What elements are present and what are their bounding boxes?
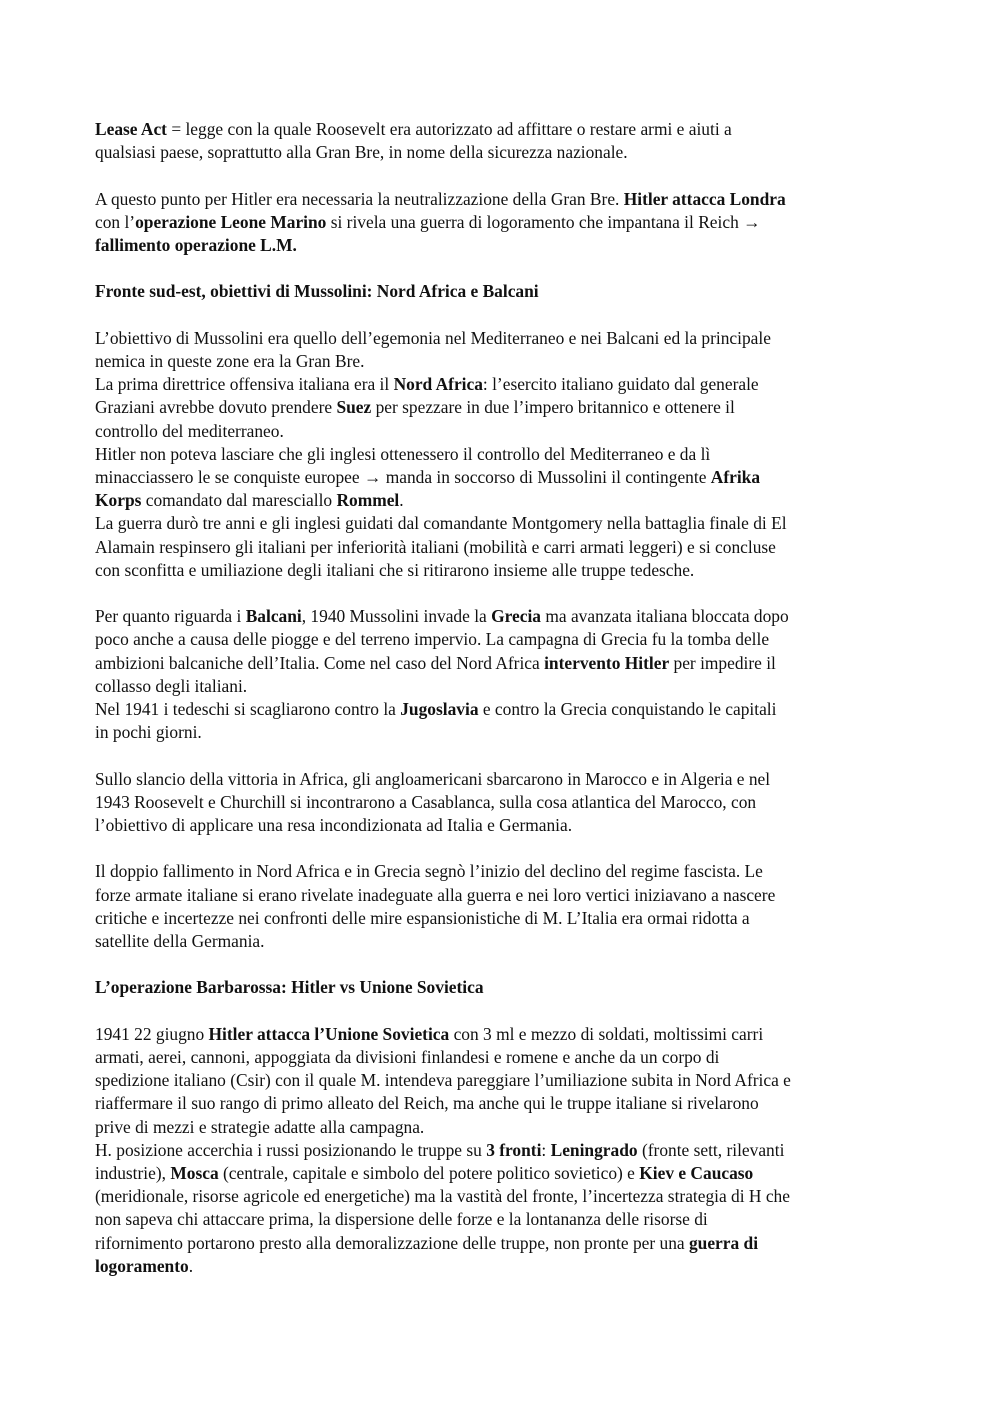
bold-text: Balcani	[245, 606, 302, 627]
text-run: (fronte sett, rilevanti	[637, 1139, 785, 1160]
text-line	[95, 536, 915, 559]
text-line	[95, 141, 915, 164]
paragraph-spacer	[95, 1000, 915, 1023]
paragraph-spacer	[95, 164, 915, 187]
bold-text: Lease Act	[95, 119, 167, 139]
bold-text: Hitler attacca l’Unione Sovietica	[208, 1023, 450, 1044]
text-line	[95, 350, 915, 373]
text-run: Hitler non poteva lasciare che gli inglesi ottenessero il controllo del Mediterraneo e da lì	[95, 443, 711, 464]
paragraph	[95, 118, 915, 164]
paragraph-spacer	[95, 582, 915, 605]
text-run: controllo del mediterraneo.	[95, 420, 284, 441]
text-run: nemica in queste zone era la Gran Bre.	[95, 350, 365, 371]
text-run: (meridionale, risorse agricole ed energetiche) ma la vastità del fronte, l’incertezza strategia di H che	[95, 1186, 790, 1207]
text-line	[95, 211, 915, 234]
text-run: Alamain respinsero gli italiani per inferiorità italiani (mobilità e carri armati leggeri) e si concluse	[95, 536, 776, 557]
text-run: Sullo slancio della vittoria in Africa, gli angloamericani sbarcarono in Marocco e in Algeria e nel	[95, 768, 771, 789]
text-line	[95, 791, 915, 814]
text-line	[95, 652, 915, 675]
text-line	[95, 1185, 915, 1208]
text-run: La guerra durò tre anni e gli inglesi guidati dal comandante Montgomery nella battaglia finale di El	[95, 513, 787, 534]
document-page	[95, 118, 915, 1278]
section-heading	[95, 280, 915, 303]
text-line	[95, 559, 915, 582]
text-run: H. posizione accerchia i russi posizionando le truppe su	[95, 1139, 487, 1160]
text-line	[95, 327, 915, 350]
text-run: con 3 ml e mezzo di soldati, moltissimi carri	[449, 1023, 764, 1044]
text-line	[95, 907, 915, 930]
text-line	[95, 1046, 915, 1069]
bold-text: Kiev e Caucaso	[639, 1163, 754, 1184]
text-run: e contro la Grecia conquistando le capitali	[478, 699, 777, 720]
bold-text: Leningrado	[550, 1139, 638, 1160]
bold-text: 3 fronti	[486, 1139, 542, 1160]
text-run: .	[399, 490, 404, 511]
paragraph-spacer	[95, 304, 915, 327]
text-run: La prima direttrice offensiva italiana era il	[95, 374, 394, 395]
text-line	[95, 1255, 915, 1278]
text-line	[95, 489, 915, 512]
paragraph	[95, 1023, 915, 1278]
text-line	[95, 280, 915, 303]
text-run: per spezzare in due l’impero britannico e ottenere il	[371, 397, 735, 418]
text-run: spedizione italiano (Csir) con il quale M. intendeva pareggiare l’umiliazione subita in Nord Africa e	[95, 1070, 791, 1091]
text-run: riaffermare il suo rango di primo alleato del Reich, ma anche qui le truppe italiane si rivelarono	[95, 1093, 759, 1114]
paragraph	[95, 188, 915, 258]
text-line	[95, 628, 915, 651]
text-run: Nel 1941 i tedeschi si scagliarono contro la	[95, 699, 401, 720]
text-line	[95, 605, 915, 628]
paragraph	[95, 327, 915, 582]
text-run: 1943 Roosevelt e Churchill si incontrarono a Casablanca, sulla cosa atlantica del Marocco, con	[95, 791, 757, 812]
text-line	[95, 884, 915, 907]
bold-text: Mosca	[170, 1163, 219, 1184]
text-line	[95, 930, 915, 953]
text-run: , 1940 Mussolini invade la	[301, 606, 492, 627]
text-line	[95, 1162, 915, 1185]
text-run: prive di mezzi e strategie adatte alla campagna.	[95, 1116, 425, 1137]
text-line	[95, 860, 915, 883]
text-line	[95, 188, 915, 211]
text-run: L’obiettivo di Mussolini era quello dell’egemonia nel Mediterraneo e nei Balcani ed la principale	[95, 327, 771, 348]
text-run: industrie),	[95, 1163, 171, 1184]
text-line	[95, 1208, 915, 1231]
text-run: = legge con la quale Roosevelt era autorizzato ad affittare o restare armi e aiuti a	[166, 119, 732, 139]
text-run: comandato dal maresciallo	[141, 490, 337, 511]
bold-text: Jugoslavia	[400, 699, 479, 720]
text-run: rifornimento portarono presto alla demoralizzazione delle truppe, non pronte per una	[95, 1232, 689, 1253]
text-run: ma avanzata italiana bloccata dopo	[541, 606, 789, 627]
text-run: qualsiasi paese, soprattutto alla Gran Bre, in nome della sicurezza nazionale.	[95, 142, 628, 163]
text-line	[95, 1116, 915, 1139]
text-line	[95, 698, 915, 721]
text-line	[95, 396, 915, 419]
paragraph	[95, 860, 915, 953]
text-line	[95, 675, 915, 698]
text-run: critiche e incertezze nei confronti delle mire espansionistiche di M. L’Italia era ormai ridotta a	[95, 907, 750, 928]
bold-text: Suez	[336, 397, 372, 418]
text-line	[95, 234, 915, 257]
text-line	[95, 1023, 915, 1046]
text-run: in pochi giorni.	[95, 722, 202, 743]
paragraph	[95, 768, 915, 838]
text-run: per impedire il	[669, 652, 776, 673]
text-run: :	[541, 1139, 551, 1160]
text-run: A questo punto per Hitler era necessaria la neutralizzazione della Gran Bre.	[95, 188, 624, 209]
bold-text: Grecia	[491, 606, 541, 627]
text-run: .	[188, 1255, 194, 1276]
paragraph-spacer	[95, 837, 915, 860]
bold-text: logoramento	[95, 1255, 189, 1276]
text-run: con sconfitta e umiliazione degli italiani che si ritirarono insieme alle truppe tedesche.	[95, 559, 695, 580]
text-run: 1941 22 giugno	[95, 1023, 209, 1044]
text-run: forze armate italiane si erano rivelate inadeguate alla guerra e nei loro vertici iniziavano a nascere	[95, 884, 776, 905]
text-line	[95, 512, 915, 535]
paragraph	[95, 605, 915, 744]
text-line	[95, 118, 915, 141]
text-line	[95, 1069, 915, 1092]
paragraph-spacer	[95, 257, 915, 280]
text-line	[95, 1232, 915, 1255]
bold-text: fallimento operazione L.M.	[95, 235, 297, 255]
text-run: ambizioni balcaniche dell’Italia. Come nel caso del Nord Africa	[95, 652, 545, 673]
section-heading	[95, 976, 915, 999]
text-run: poco anche a causa delle piogge e del terreno impervio. La campagna di Grecia fu la tomba delle	[95, 629, 770, 650]
text-line	[95, 466, 915, 489]
text-line	[95, 443, 915, 466]
bold-text: operazione Leone Marino	[135, 211, 327, 232]
text-run: Per quanto riguarda i	[95, 606, 246, 627]
text-line	[95, 1139, 915, 1162]
text-run: con l’	[95, 211, 136, 232]
bold-text: Hitler attacca Londra	[623, 188, 786, 209]
bold-text: intervento Hitler	[544, 652, 670, 673]
text-run: Il doppio fallimento in Nord Africa e in Grecia segnò l’inizio del declino del regime fascista. Le	[95, 861, 763, 882]
text-line	[95, 768, 915, 791]
text-run: si rivela una guerra di logoramento che impantana il Reich →	[326, 211, 761, 232]
text-run: collasso degli italiani.	[95, 675, 248, 696]
text-run: (centrale, capitale e simbolo del potere politico sovietico) e	[218, 1163, 640, 1184]
text-run: satellite della Germania.	[95, 931, 265, 952]
bold-text: Rommel	[336, 490, 400, 511]
text-run: : l’esercito italiano guidato dal generale	[482, 374, 759, 395]
text-line	[95, 1092, 915, 1115]
text-line	[95, 420, 915, 443]
text-run: non sapeva chi attaccare prima, la dispersione delle forze e la lontananza delle risorse di	[95, 1209, 708, 1230]
bold-text: Afrika	[710, 467, 761, 487]
text-line	[95, 814, 915, 837]
paragraph-spacer	[95, 953, 915, 976]
paragraph-spacer	[95, 744, 915, 767]
text-run: l’obiettivo di applicare una resa incondizionata ad Italia e Germania.	[95, 815, 573, 836]
text-run: armati, aerei, cannoni, appoggiata da divisioni finlandesi e romene e anche da un corpo di	[95, 1047, 720, 1067]
bold-text: guerra di	[688, 1232, 759, 1253]
text-run: minacciassero le se conquiste europee → manda in soccorso di Mussolini il contingente	[95, 467, 711, 487]
text-line	[95, 976, 915, 999]
bold-text: L’operazione Barbarossa: Hitler vs Unione Sovietica	[95, 977, 484, 998]
text-line	[95, 373, 915, 396]
text-line	[95, 721, 915, 744]
bold-text: Nord Africa	[393, 374, 483, 395]
bold-text: Fronte sud-est, obiettivi di Mussolini: Nord Africa e Balcani	[95, 281, 539, 302]
bold-text: Korps	[95, 490, 142, 511]
text-run: Graziani avrebbe dovuto prendere	[95, 397, 337, 418]
